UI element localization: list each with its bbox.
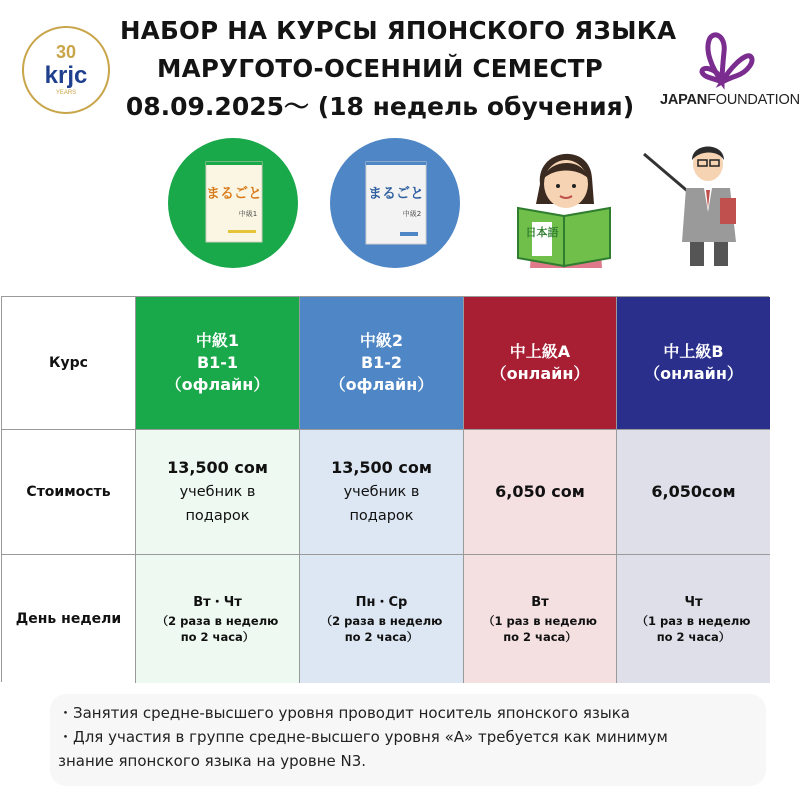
krjc-logo-mark <box>24 28 108 112</box>
course-header-chukyu-2 <box>300 297 464 430</box>
textbook-cover-icon <box>168 138 298 268</box>
day-note-line-1: （2 раза в неделю <box>320 614 443 628</box>
krjc-years-label: YEARS <box>55 90 77 96</box>
japanese-book-icon <box>518 208 610 266</box>
book-cover-text: 日本語 <box>525 226 559 239</box>
course-format: （офлайн） <box>329 375 434 394</box>
textbook-title: まるごと <box>206 186 262 202</box>
course-format: （офлайн） <box>165 375 270 394</box>
teacher-pointer-illustration <box>640 138 760 268</box>
price-note-line-1: учебник в <box>343 484 420 500</box>
krjc-wordmark: krjc <box>44 62 88 89</box>
price-value: 13,500 сом <box>331 458 432 477</box>
price-cell-chujokyu-b <box>617 430 770 555</box>
day-note-line-2: по 2 часа） <box>656 630 731 644</box>
day-value: Вт <box>531 595 549 610</box>
course-header-chukyu-1 <box>136 297 300 430</box>
page-title <box>120 12 677 126</box>
row-header-course: Курс <box>2 297 136 430</box>
day-note-line-2: по 2 часа） <box>503 630 577 644</box>
price-value: 6,050сом <box>651 482 736 501</box>
jf-word-bold: JAPAN <box>660 92 708 108</box>
title-line-1: НАБОР НА КУРСЫ ЯПОНСКОГО ЯЗЫКА <box>120 16 677 45</box>
textbook-badge-1 <box>168 138 298 268</box>
day-value: Вт・Чт <box>193 595 242 610</box>
day-cell-chukyu-1 <box>136 555 300 683</box>
textbook-level: 中級1 <box>238 210 258 218</box>
price-cell-chujokyu-a <box>464 430 617 555</box>
day-note-line-1: （2 раза в неделю <box>156 614 279 628</box>
day-cell-chujokyu-a <box>464 555 617 683</box>
course-level: B1-1 <box>196 353 239 372</box>
krjc-anniversary-number: 30 <box>55 42 77 62</box>
note-line-1: ・Занятия средне-высшего уровня проводит носитель японского языка <box>58 704 630 722</box>
price-value: 13,500 сом <box>167 458 268 477</box>
title-line-2: МАРУГОТО-ОСЕННИЙ СЕМЕСТР <box>156 54 604 83</box>
textbook-badge-2 <box>330 138 460 268</box>
price-value: 6,050 сом <box>495 482 585 501</box>
course-header-chujokyu-b <box>617 297 770 430</box>
course-header-chujokyu-a <box>464 297 617 430</box>
student-reading-illustration <box>510 138 620 268</box>
price-note-line-1: учебник в <box>179 484 256 500</box>
day-cell-chukyu-2 <box>300 555 464 683</box>
course-name: 中上級B <box>663 342 724 361</box>
row-header-price: Стоимость <box>2 430 136 555</box>
price-note-line-2: подарок <box>349 508 414 524</box>
course-table <box>1 296 769 682</box>
course-name: 中級2 <box>359 331 404 350</box>
day-note-line-2: по 2 часа） <box>344 630 419 644</box>
day-note-line-1: （1 раз в неделю <box>636 614 751 628</box>
krjc-logo <box>22 26 110 114</box>
day-note-line-1: （1 раз в неделю <box>483 614 597 628</box>
textbook-title: まるごと <box>368 186 424 202</box>
notes-box <box>50 694 766 786</box>
title-line-3: 08.09.2025～ (18 недель обучения) <box>125 92 635 121</box>
course-format: （онлайн） <box>644 364 743 383</box>
textbook-cover-icon <box>330 138 460 268</box>
course-level: B1-2 <box>360 353 403 372</box>
course-format: （онлайн） <box>490 364 590 383</box>
row-header-day: День недели <box>2 555 136 683</box>
day-value: Пн・Ср <box>355 595 408 610</box>
price-cell-chukyu-1 <box>136 430 300 555</box>
note-line-2: ・Для участия в группе средне-высшего уровня «А» требуется как минимум <box>58 728 668 746</box>
day-value: Чт <box>684 595 703 610</box>
textbook-level: 中級2 <box>402 210 422 218</box>
price-cell-chukyu-2 <box>300 430 464 555</box>
course-name: 中級1 <box>195 331 240 350</box>
price-note-line-2: подарок <box>185 508 250 524</box>
day-note-line-2: по 2 часа） <box>180 630 255 644</box>
jf-word-light: FOUNDATION <box>707 92 800 108</box>
japan-foundation-logo <box>660 28 800 118</box>
day-cell-chujokyu-b <box>617 555 770 683</box>
butterfly-icon <box>660 28 790 92</box>
note-line-3: знание японского языка на уровне N3. <box>58 752 367 770</box>
course-name: 中上級A <box>509 342 571 361</box>
japan-foundation-wordmark <box>660 92 800 108</box>
